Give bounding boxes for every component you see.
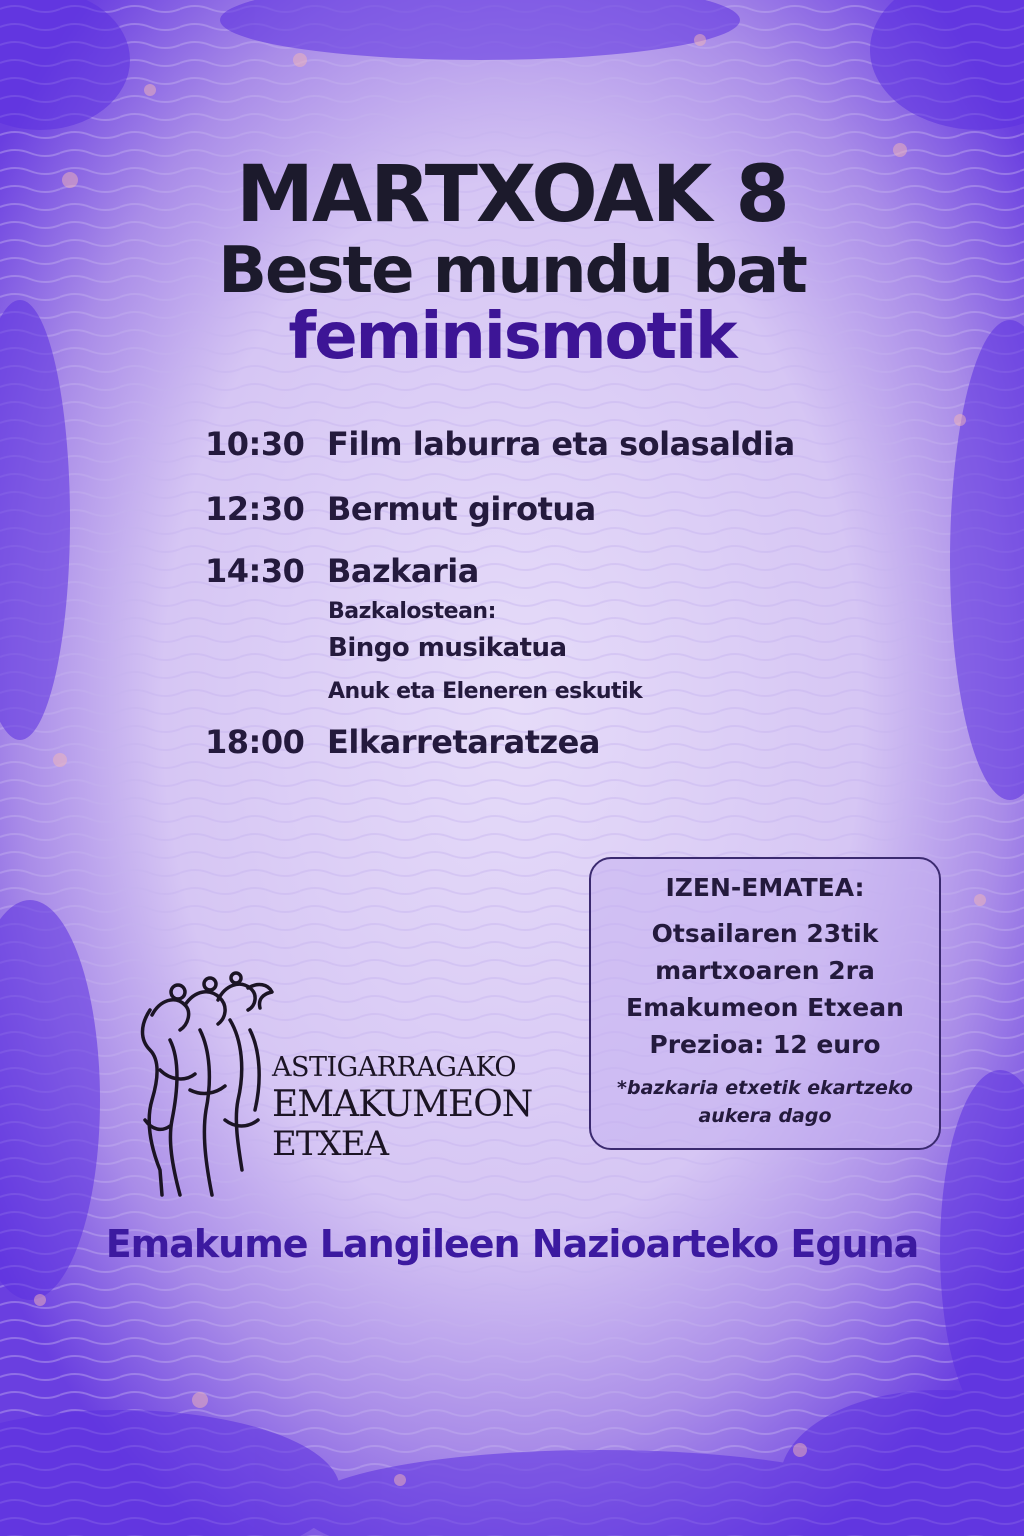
- registration-line: Emakumeon Etxean: [626, 993, 904, 1022]
- footer-tagline: Emakume Langileen Nazioarteko Eguna: [105, 1222, 919, 1266]
- logo-text-line: ASTIGARRAGAKO: [272, 1052, 517, 1083]
- registration-line: martxoaren 2ra: [655, 956, 875, 985]
- registration-box: [589, 857, 941, 1150]
- registration-note: *bazkaria etxetik ekartzeko: [617, 1077, 913, 1099]
- registration-line: Otsailaren 23tik: [651, 919, 879, 948]
- schedule-time: 14:30: [205, 552, 305, 590]
- registration-price: Prezioa: 12 euro: [649, 1030, 881, 1059]
- logo-text-line: EMAKUMEON: [272, 1084, 533, 1125]
- registration-title: IZEN-EMATEA:: [665, 873, 865, 902]
- schedule-row: [205, 425, 795, 463]
- schedule-event: Elkarretaratzea: [327, 723, 600, 761]
- schedule-time: 10:30: [205, 425, 305, 463]
- schedule-row: [205, 552, 479, 590]
- schedule-time: 12:30: [205, 490, 305, 528]
- schedule-event: Bazkaria: [327, 552, 479, 590]
- schedule-row: [205, 490, 596, 528]
- schedule-time: 18:00: [205, 723, 305, 761]
- event-subtitle: Beste mundu bat: [218, 234, 806, 308]
- schedule-row: [205, 723, 600, 761]
- women-figures-logo-icon: [130, 970, 280, 1200]
- bazkaria-detail: Anuk eta Eleneren eskutik: [328, 679, 643, 704]
- schedule-event: Bermut girotua: [327, 490, 596, 528]
- bazkaria-detail: Bingo musikatua: [328, 633, 567, 663]
- schedule-event: Film laburra eta solasaldia: [327, 425, 795, 463]
- event-date-title: MARTXOAK 8: [236, 150, 788, 240]
- bazkaria-detail: Bazkalostean:: [328, 599, 496, 624]
- registration-note: aukera dago: [698, 1105, 832, 1127]
- logo-text-line: ETXEA: [272, 1124, 389, 1164]
- event-subtitle-accent: feminismotik: [288, 300, 736, 374]
